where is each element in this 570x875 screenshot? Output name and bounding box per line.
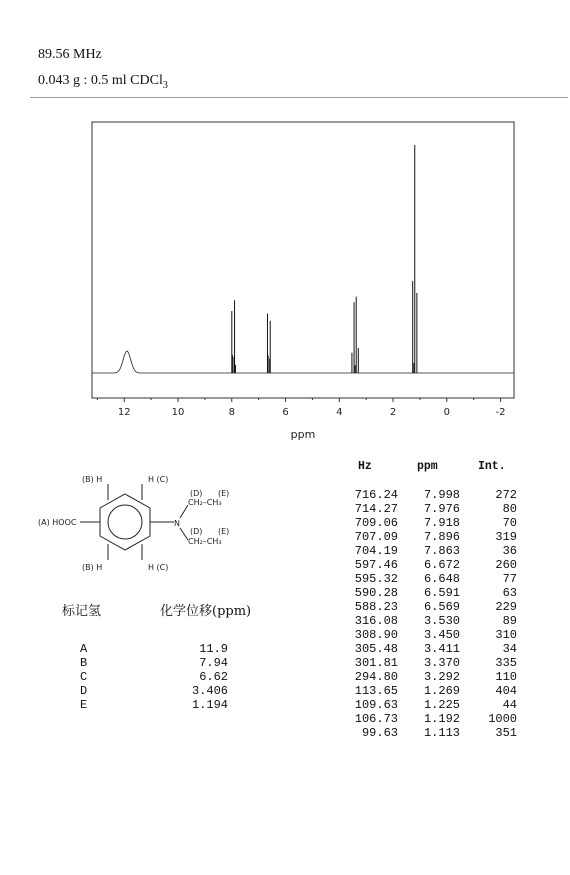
assignment-label: C: [80, 670, 88, 684]
bond-n-chain-2: [180, 528, 188, 540]
peak-table-cell: 44: [502, 698, 517, 712]
peak-table-cell: 110: [495, 670, 517, 684]
peak-table-cell: 6.569: [423, 600, 460, 614]
peak-table-header: ppm: [417, 460, 438, 473]
x-tick-label: 6: [282, 407, 289, 418]
peak-table-cell: 3.411: [423, 642, 460, 656]
assignment-shift: 11.9: [199, 642, 228, 656]
peak-table-cell: 272: [495, 488, 517, 502]
peak-table-cell: 595.32: [354, 572, 398, 586]
peak-table-header: Int.: [478, 460, 506, 473]
peak-table-cell: 3.292: [423, 670, 460, 684]
peak-table-cell: 305.48: [354, 642, 398, 656]
x-tick-label: 4: [336, 407, 343, 418]
peak-table-cell: 310: [495, 628, 517, 642]
assignment-shift: 3.406: [191, 684, 228, 698]
assignment-label: B: [80, 656, 88, 670]
peak-table-header: Hz: [358, 460, 372, 473]
peak-table-cell: 106.73: [354, 712, 398, 726]
peak-table-cell: 1.269: [423, 684, 460, 698]
peak-table-cell: 7.896: [423, 530, 460, 544]
bond-n-chain-1: [180, 505, 188, 518]
concentration-text: 0.043 g : 0.5 ml CDCl: [38, 73, 163, 88]
peak-table-cell: 1000: [488, 712, 517, 726]
x-tick-label: -2: [495, 407, 506, 418]
peak-table-cell: 7.863: [423, 544, 460, 558]
peak-table-cell: 3.370: [423, 656, 460, 670]
peak-table-cell: 714.27: [354, 502, 398, 516]
peak-table-cell: 7.976: [423, 502, 460, 516]
nmr-spectrum-chart: [0, 110, 570, 455]
peak-table-cell: 70: [502, 516, 517, 530]
x-tick-label: 0: [443, 407, 450, 418]
label-e-bottom: (E): [218, 527, 230, 536]
peak-table-cell: 335: [495, 656, 517, 670]
peak-table-cell: 80: [502, 502, 517, 516]
peak-table-cell: 716.24: [354, 488, 398, 502]
label-d-top: (D): [190, 489, 203, 498]
label-cooh: (A) HOOC: [38, 518, 77, 527]
sample-concentration: [38, 73, 168, 91]
ethyl-chain-top: CH₂–CH₃: [188, 498, 222, 507]
aromatic-circle: [108, 505, 142, 539]
peak-table-cell: 113.65: [354, 684, 398, 698]
label-h-b-top: (B) H: [82, 475, 103, 484]
peak-table-cell: 301.81: [354, 656, 398, 670]
x-axis-ticks: [97, 398, 505, 418]
header-divider: [30, 97, 568, 98]
plot-frame: [92, 122, 514, 398]
assignment-header-shift: 化学位移(ppm): [160, 604, 252, 619]
peak-table-cell: 1.225: [423, 698, 460, 712]
x-axis-label: ppm: [290, 428, 316, 441]
label-e-top: (E): [218, 489, 230, 498]
assignment-shift: 6.62: [199, 670, 228, 684]
assignment-label: A: [80, 642, 88, 656]
peak-table-cell: 294.80: [354, 670, 398, 684]
peak-table-cell: 3.530: [423, 614, 460, 628]
peak-table-cell: 3.450: [423, 628, 460, 642]
peak-table-cell: 109.63: [354, 698, 398, 712]
label-h-c-bottom: H (C): [148, 563, 169, 572]
peak-table-cell: 351: [495, 726, 517, 740]
peak-table-cell: 229: [495, 600, 517, 614]
ethyl-chain-bottom: CH₂–CH₃: [188, 537, 222, 546]
label-h-c-top: H (C): [148, 475, 169, 484]
peak-table-cell: 704.19: [354, 544, 398, 558]
label-h-b-bottom: (B) H: [82, 563, 103, 572]
peak-table-cell: 1.192: [423, 712, 460, 726]
peak-table-cell: 7.998: [423, 488, 460, 502]
peak-table-cell: 36: [502, 544, 517, 558]
peak-table-cell: 77: [502, 572, 517, 586]
x-tick-label: 8: [228, 407, 235, 418]
assignment-label: D: [80, 684, 88, 698]
peak-table-cell: 6.591: [423, 586, 460, 600]
concentration-subscript: 3: [162, 79, 168, 91]
label-d-bottom: (D): [190, 527, 203, 536]
peak-table-cell: 6.648: [423, 572, 460, 586]
peak-table-cell: 1.113: [423, 726, 460, 740]
spectrometer-frequency: 89.56 MHz: [38, 47, 102, 62]
assignment-label: E: [80, 698, 88, 712]
peak-table-cell: 7.918: [423, 516, 460, 530]
assignment-shift: 1.194: [191, 698, 228, 712]
assignment-header-label: 标记氢: [62, 604, 102, 619]
peak-table-cell: 597.46: [354, 558, 398, 572]
peak-table-cell: 319: [495, 530, 517, 544]
peak-table-cell: 89: [502, 614, 517, 628]
peak-table-cell: 63: [502, 586, 517, 600]
peak-table-cell: 709.06: [354, 516, 398, 530]
assignment-shift: 7.94: [199, 656, 228, 670]
label-nitrogen: N: [174, 519, 180, 528]
peak-table-cell: 588.23: [354, 600, 398, 614]
peak-table-cell: 590.28: [354, 586, 398, 600]
peak-table-cell: 316.08: [354, 614, 398, 628]
peak-table-cell: 707.09: [354, 530, 398, 544]
peak-table-cell: 6.672: [423, 558, 460, 572]
x-tick-label: 2: [389, 407, 397, 418]
peak-table-cell: 260: [495, 558, 517, 572]
x-tick-label: 10: [171, 407, 185, 418]
peak-table-cell: 99.63: [361, 726, 398, 740]
molecule-structure: [30, 472, 260, 582]
x-tick-label: 12: [117, 407, 131, 418]
peak-table-cell: 404: [495, 684, 517, 698]
peak-table-cell: 308.90: [354, 628, 398, 642]
peak-table-cell: 34: [502, 642, 517, 656]
